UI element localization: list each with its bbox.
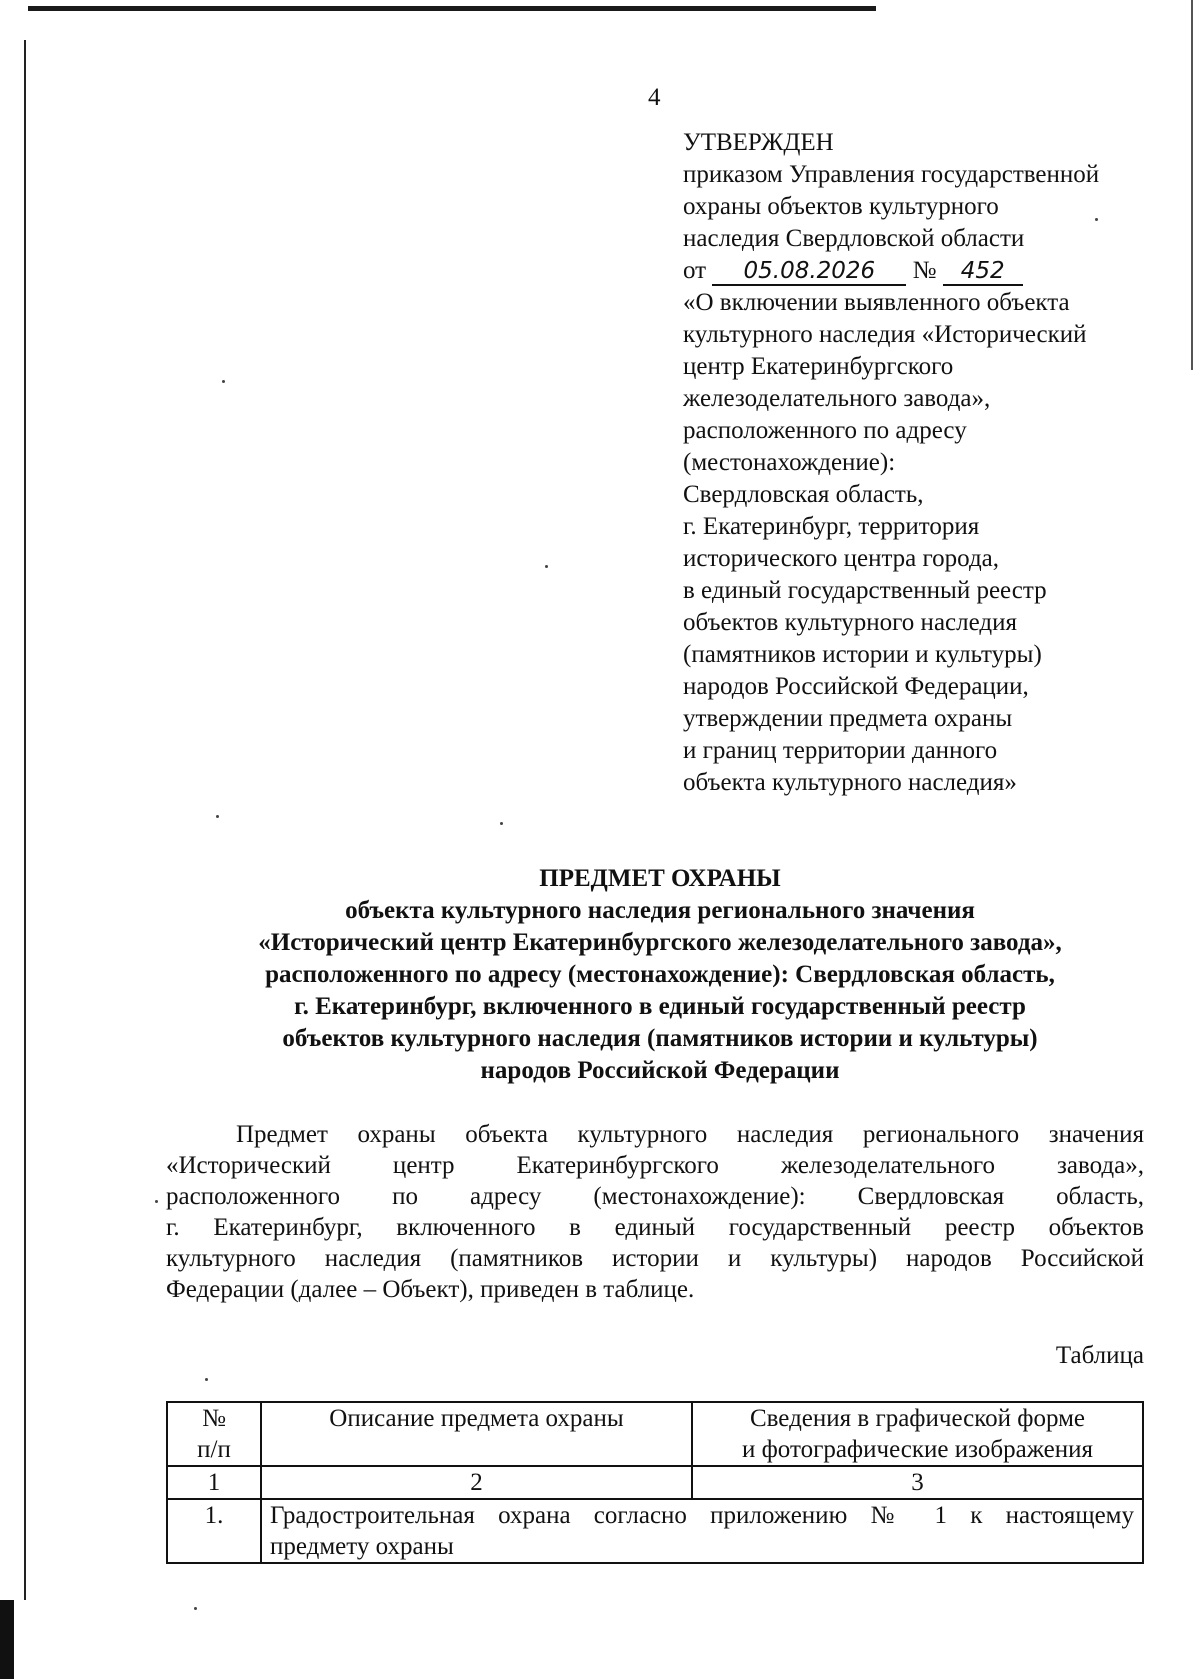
row-text-line: предмету охраны: [270, 1533, 454, 1560]
row-num: 1.: [167, 1499, 261, 1563]
subject-line: народов Российской Федерации,: [683, 673, 1029, 700]
intro-line: «Исторический центр Екатеринбургского железоделательного завода»,: [166, 1152, 1144, 1179]
title-line: народов Российской Федерации: [480, 1057, 840, 1084]
header-desc: Описание предмета охраны: [261, 1402, 692, 1466]
subject-line: исторического центра города,: [683, 545, 1000, 572]
header-num-line: №: [202, 1405, 226, 1432]
subject-line: объекта культурного наследия»: [683, 769, 1017, 796]
subject-line: «О включении выявленного объекта: [683, 289, 1070, 316]
protection-table: [166, 1401, 1144, 1564]
subject-line: и границ территории данного: [683, 737, 998, 764]
intro-line: культурного наследия (памятников истории и культуры) народов Российской: [166, 1245, 1144, 1272]
header-info-line: Сведения в графической форме: [749, 1405, 1086, 1432]
subject-line: культурного наследия «Исторический: [683, 321, 1087, 348]
subject-line: (памятников истории и культуры): [683, 641, 1042, 668]
number-prefix: №: [912, 257, 937, 284]
page-number: 4: [648, 84, 661, 111]
intro-paragraph: [166, 1119, 1144, 1305]
subject-line: утверждении предмета охраны: [683, 705, 1013, 732]
intro-line: Федерации (далее – Объект), приведен в таблице.: [166, 1276, 695, 1303]
handwritten-date: 05.08.2026: [712, 258, 906, 286]
scan-speck: [545, 565, 548, 568]
intro-line: Предмет охраны объекта культурного наследия регионального значения: [236, 1121, 1144, 1148]
title-line: объекта культурного наследия регионального значения: [345, 897, 975, 924]
table-row: [167, 1499, 1143, 1563]
scan-edge-top: [28, 6, 876, 11]
approval-heading: УТВЕРЖДЕН: [683, 129, 834, 156]
approval-block: [683, 127, 1153, 799]
scan-edge-right: [1191, 0, 1193, 370]
scan-speck: [194, 1607, 197, 1610]
intro-line: расположенного по адресу (местонахождение): Свердловская область,: [166, 1183, 1144, 1210]
subject-line: железоделательного завода»,: [683, 385, 991, 412]
row-text-line: Градостроительная охрана согласно приложению № 1 к настоящему: [270, 1502, 1134, 1529]
scan-speck: [500, 822, 503, 825]
title-line: объектов культурного наследия (памятников истории и культуры): [282, 1025, 1038, 1052]
approval-line: приказом Управления государственной: [683, 161, 1100, 188]
header-info-line: и фотографические изображения: [741, 1436, 1093, 1463]
document-title: [160, 863, 1160, 1087]
table-caption: Таблица: [1055, 1342, 1144, 1369]
scan-speck: [1095, 218, 1098, 221]
subject-line: в единый государственный реестр: [683, 577, 1047, 604]
approval-line: наследия Свердловской области: [683, 225, 1025, 252]
title-line: г. Екатеринбург, включенного в единый государственный реестр: [294, 993, 1026, 1020]
title-line: «Исторический центр Екатеринбургского железоделательного завода»,: [258, 929, 1062, 956]
title-heading: ПРЕДМЕТ ОХРАНЫ: [539, 865, 781, 892]
header-num: [167, 1402, 261, 1466]
table-header-row: [167, 1402, 1143, 1466]
index-cell: 1: [167, 1466, 261, 1499]
index-cell: 3: [692, 1466, 1143, 1499]
scan-speck: [216, 815, 219, 818]
index-cell: 2: [261, 1466, 692, 1499]
header-info: [692, 1402, 1143, 1466]
subject-line: объектов культурного наследия: [683, 609, 1017, 636]
scan-speck: [205, 1378, 208, 1381]
subject-line: г. Екатеринбург, территория: [683, 513, 980, 540]
title-line: расположенного по адресу (местонахождение): Свердловская область,: [265, 961, 1055, 988]
subject-line: расположенного по адресу: [683, 417, 967, 444]
scan-edge-left: [24, 40, 26, 1600]
approval-date-line: [683, 255, 1153, 287]
approval-line: охраны объектов культурного: [683, 193, 999, 220]
row-description: [261, 1499, 1143, 1563]
scan-speck: [222, 380, 225, 383]
intro-line: г. Екатеринбург, включенного в единый государственный реестр объектов: [166, 1214, 1144, 1241]
scan-speck: [155, 1200, 158, 1203]
scan-corner-bottom-left: [0, 1600, 14, 1679]
subject-line: (местонахождение):: [683, 449, 896, 476]
table-index-row: [167, 1466, 1143, 1499]
date-prefix: от: [683, 257, 707, 284]
handwritten-number: 452: [943, 258, 1023, 286]
subject-line: Свердловская область,: [683, 481, 924, 508]
subject-line: центр Екатеринбургского: [683, 353, 954, 380]
header-num-line: п/п: [197, 1436, 231, 1463]
